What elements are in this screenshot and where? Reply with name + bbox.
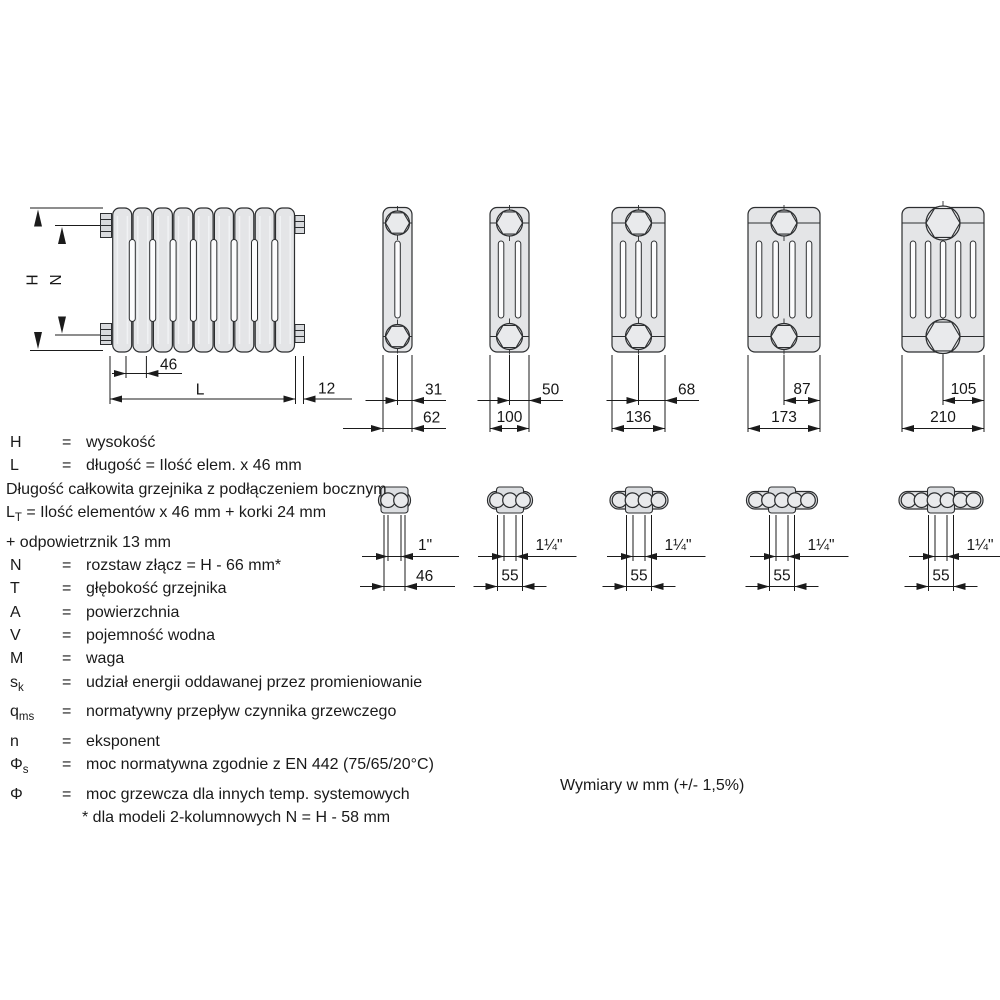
dim-label-pitch: 55 <box>501 567 519 585</box>
dim-label-depth: 210 <box>930 409 956 426</box>
dim-label-pitch: 55 <box>932 567 950 585</box>
legend-row-n <box>6 730 486 753</box>
element-gap-slot <box>150 240 156 322</box>
height-label: H <box>22 274 40 286</box>
column-slot <box>940 241 946 318</box>
legend-text-row: + odpowietrznik 13 mm <box>6 533 171 551</box>
legend-symbol: T <box>10 580 20 598</box>
legend-symbol: $L_T$ <box>6 504 22 525</box>
units-note: Wymiary w mm (+/- 1,5%) <box>560 777 745 794</box>
dim-arrow-icon <box>517 425 529 432</box>
radiator-element <box>235 208 254 352</box>
equals-sign: = <box>62 457 72 475</box>
column-slot <box>970 241 976 318</box>
dim-label-plug: 12 <box>318 380 336 398</box>
dim-label-depth: 136 <box>625 409 652 426</box>
equals-sign: = <box>62 626 72 644</box>
dim-arrow-icon <box>498 397 510 404</box>
dim-label-depth: 173 <box>771 409 797 426</box>
side-view-5-column <box>748 205 820 432</box>
plug-fitting-icon <box>497 210 523 236</box>
legend-description: = Ilość elementów x 46 mm + korki 24 mm <box>21 504 327 522</box>
dim-arrow-icon <box>386 397 398 404</box>
dim-arrow-icon <box>486 583 498 590</box>
plug-fitting-icon <box>626 324 652 350</box>
column-slot <box>651 241 657 318</box>
column-slot <box>636 241 642 318</box>
legend-row-T <box>6 577 486 600</box>
dim-label-half-depth: 105 <box>950 381 977 398</box>
plug-fitting-icon <box>386 211 410 235</box>
equals-sign: = <box>62 603 72 621</box>
dim-label-element-pitch: 46 <box>160 356 178 374</box>
length-dim-lines <box>110 356 304 404</box>
legend-symbol: n <box>10 732 19 750</box>
legend-symbol: $q_{ms}$ <box>10 703 35 724</box>
dim-label-pitch: 46 <box>416 568 434 585</box>
top-view-3-tube <box>474 487 577 591</box>
element-gap-slot <box>190 240 196 322</box>
side-view-2-column <box>343 206 446 432</box>
n-arrow-down-icon <box>58 317 66 334</box>
dim-label-half-depth: 87 <box>793 381 811 398</box>
legend-row-qms <box>6 700 486 730</box>
equals-sign: = <box>62 785 72 803</box>
dim-label-depth: 62 <box>423 409 441 427</box>
legend-description: moc grzewcza dla innych temp. systemowych <box>86 785 410 803</box>
legend-row-H <box>6 431 486 454</box>
dim-arrow-icon <box>523 583 535 590</box>
legend-symbol: V <box>10 626 21 644</box>
column-slot <box>498 241 504 318</box>
dim-arrow-icon <box>748 425 760 432</box>
legend-row-Φ <box>6 783 486 806</box>
legend-description: normatywny przepływ czynnika grzewczego <box>86 703 397 721</box>
column-slot <box>806 241 812 318</box>
plug-fitting-icon <box>926 206 960 240</box>
dim-arrow-icon <box>943 397 955 404</box>
equals-sign: = <box>62 434 72 451</box>
symbol-legend <box>6 431 486 829</box>
legend-footnote: * dla modeli 2-kolumnowych N = H - 58 mm <box>82 808 391 826</box>
dim-label-thread: 1¼" <box>966 537 994 554</box>
legend-symbol: $\Phi_s$ <box>10 756 29 777</box>
legend-row-sk <box>6 671 486 701</box>
column-slot <box>790 241 796 318</box>
dim-label-thread: 1¼" <box>535 537 563 554</box>
equals-sign: = <box>62 732 72 750</box>
top-view-5-tube <box>746 487 849 591</box>
equals-sign: = <box>62 756 72 774</box>
dim-label-pitch: 55 <box>630 567 648 585</box>
dim-arrow-icon <box>917 583 929 590</box>
top-view-4-tube <box>603 487 706 591</box>
legend-description: pojemność wodna <box>86 626 215 644</box>
legend-description: głębokość grzejnika <box>86 580 227 598</box>
dim-arrow-icon <box>784 397 796 404</box>
plug-fitting-icon <box>386 325 410 349</box>
plug-fitting-icon <box>771 210 797 236</box>
side-view-4-column <box>607 205 700 432</box>
legend-description: eksponent <box>86 732 160 750</box>
element-gap-slot <box>252 240 258 322</box>
dim-arrow-icon <box>972 397 984 404</box>
plug-fitting-icon <box>926 320 960 354</box>
side-view-6-column <box>902 201 984 432</box>
joint-spacing-label: N <box>46 274 63 286</box>
column-slot <box>925 241 931 318</box>
dim-label-length: L <box>195 381 205 399</box>
legend-row-A <box>6 601 486 624</box>
tube-section-icon <box>966 493 981 508</box>
column-slot <box>620 241 626 318</box>
dim-label-depth: 100 <box>496 409 523 426</box>
dim-arrow-icon <box>795 583 807 590</box>
tube-section-icon <box>516 493 531 508</box>
legend-description: powierzchnia <box>86 603 180 621</box>
column-slot <box>910 241 916 318</box>
equals-sign: = <box>62 556 72 574</box>
dim-arrow-icon <box>902 425 914 432</box>
dim-arrow-icon <box>412 397 424 404</box>
legend-description: długość = Ilość elem. x 46 mm <box>86 457 302 475</box>
side-view-3-column <box>478 205 564 432</box>
legend-symbol: H <box>10 434 22 451</box>
dim-arrow-icon <box>808 397 820 404</box>
legend-symbol: $s_k$ <box>10 673 24 694</box>
front-radiator-elements <box>113 208 295 352</box>
equals-sign: = <box>62 703 72 721</box>
dim-arrow-icon <box>808 425 820 432</box>
legend-row-N <box>6 554 486 577</box>
dim-label-thread: 1" <box>418 537 433 554</box>
legend-description: moc normatywna zgodnie z EN 442 (75/65/20°C) <box>86 756 434 774</box>
dim-arrow-icon <box>284 396 296 403</box>
n-arrow-up-icon <box>58 227 66 244</box>
legend-description: waga <box>86 650 125 668</box>
plug-fitting-icon <box>771 324 797 350</box>
legend-symbol: L <box>10 457 19 475</box>
legend-row-Φs <box>6 753 486 783</box>
dim-arrow-icon <box>758 583 770 590</box>
h-arrow-up-icon <box>34 210 42 227</box>
equals-sign: = <box>62 580 72 598</box>
dim-label-half-depth: 31 <box>425 381 443 399</box>
legend-symbol: Φ <box>10 785 23 803</box>
dim-arrow-icon <box>490 425 502 432</box>
legend-text-row: Długość całkowita grzejnika z podłączeniem bocznym <box>6 480 387 498</box>
dim-arrow-icon <box>665 397 677 404</box>
radiator-element <box>194 208 213 352</box>
dim-arrow-icon <box>146 370 158 377</box>
legend-description: rozstaw złącz = H - 66 mm* <box>86 556 282 574</box>
radiator-element <box>133 208 152 352</box>
dim-arrow-icon <box>114 370 126 377</box>
dim-arrow-icon <box>110 396 122 403</box>
column-slot <box>773 241 779 318</box>
top-view-6-tube <box>899 487 1000 591</box>
equals-sign: = <box>62 673 72 691</box>
dim-label-half-depth: 68 <box>678 381 696 399</box>
radiator-element <box>276 208 295 352</box>
plug-fitting-icon <box>626 210 652 236</box>
legend-row-M <box>6 647 486 670</box>
legend-symbol: A <box>10 603 21 621</box>
dim-arrow-icon <box>612 425 624 432</box>
dim-label-half-depth: 50 <box>542 381 560 399</box>
side-views <box>343 201 984 432</box>
dim-arrow-icon <box>529 397 541 404</box>
dim-label-pitch: 55 <box>773 567 791 585</box>
equals-sign: = <box>62 650 72 668</box>
h-arrow-down-icon <box>34 332 42 349</box>
legend-description: wysokość <box>86 434 156 451</box>
tube-section-icon <box>651 493 666 508</box>
dim-arrow-icon <box>652 583 664 590</box>
dim-arrow-icon <box>615 583 627 590</box>
radiator-element <box>153 208 172 352</box>
element-gap-slot <box>170 240 176 322</box>
dim-arrow-icon <box>304 396 316 403</box>
column-slot <box>756 241 762 318</box>
column-slot <box>395 241 401 318</box>
element-gap-slot <box>231 240 237 322</box>
element-gap-slot <box>211 240 217 322</box>
legend-symbol: M <box>10 650 24 668</box>
dim-arrow-icon <box>954 583 966 590</box>
column-slot <box>515 241 521 318</box>
legend-row-L <box>6 454 486 477</box>
dim-arrow-icon <box>627 397 639 404</box>
element-gap-slot <box>272 240 278 322</box>
dim-label-thread: 1¼" <box>664 537 692 554</box>
plug-fitting-icon <box>497 324 523 350</box>
dim-arrow-icon <box>972 425 984 432</box>
front-view <box>23 208 353 404</box>
tube-section-icon <box>801 493 816 508</box>
column-slot <box>955 241 961 318</box>
dim-arrow-icon <box>653 425 665 432</box>
legend-description: udział energii oddawanej przez promieniowanie <box>86 673 423 691</box>
element-gap-slot <box>129 240 135 322</box>
legend-symbol: N <box>10 556 22 574</box>
legend-row-total-length <box>6 501 486 531</box>
legend-row-V <box>6 624 486 647</box>
dim-label-thread: 1¼" <box>807 537 835 554</box>
